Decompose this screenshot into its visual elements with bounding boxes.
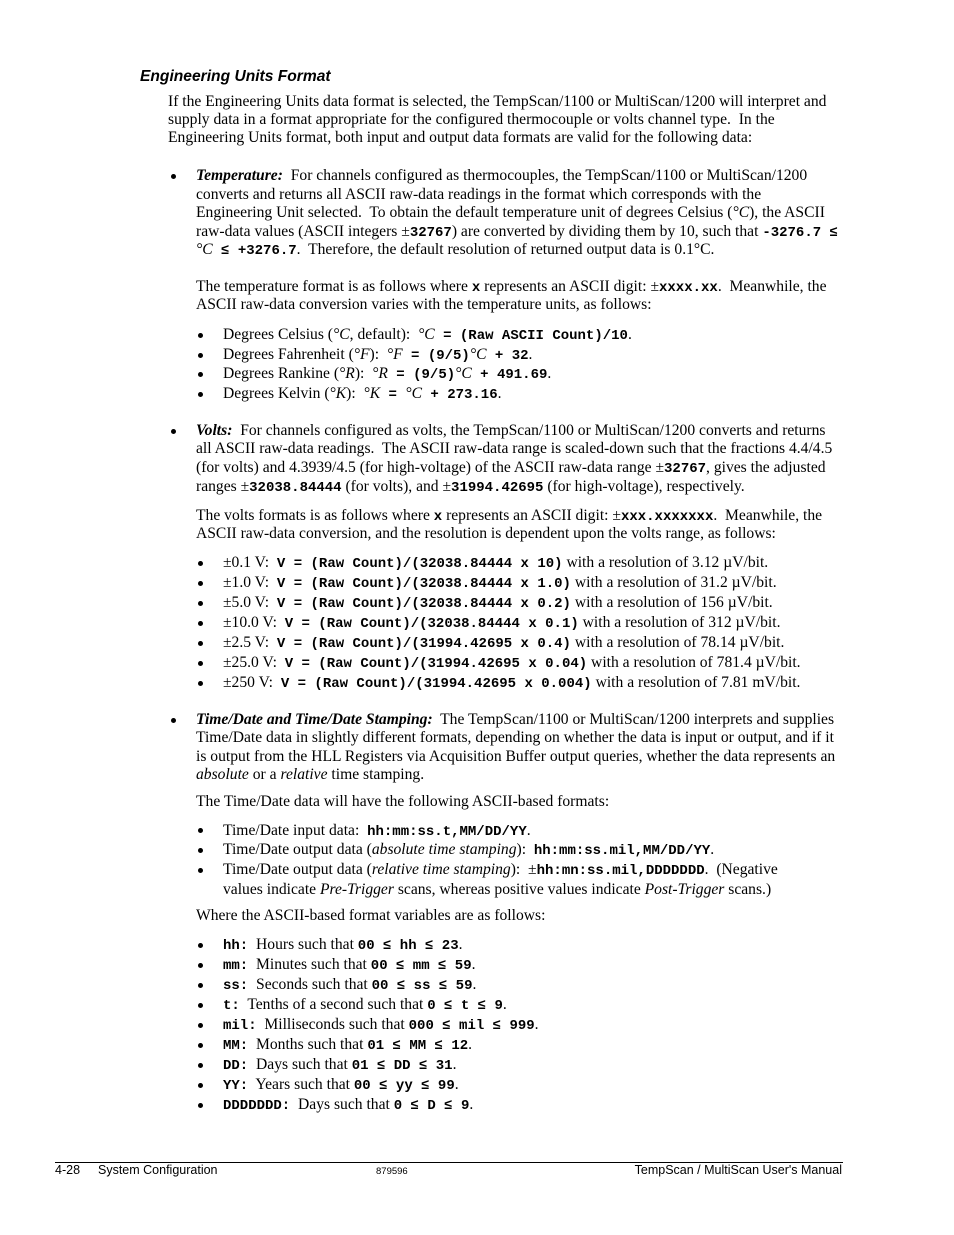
list-item bbox=[223, 1015, 539, 1035]
footer-page-number: 4-28 bbox=[55, 1163, 81, 1177]
bullet-icon bbox=[198, 641, 203, 646]
text-run: For channels configured as volts, the TempScan/1100 or MultiScan/1200 converts and returns bbox=[232, 421, 826, 439]
text-run: . bbox=[472, 976, 477, 993]
list-item bbox=[223, 860, 778, 899]
text-run: ±2.5 V: bbox=[223, 634, 277, 651]
bullet-icon bbox=[198, 333, 203, 338]
code-text: = (9/5) bbox=[387, 367, 456, 384]
code-text: V = (Raw Count)/(31994.42695 x 0.04) bbox=[284, 656, 588, 672]
text-run: ranges ± bbox=[196, 477, 250, 495]
code-text: 01 ≤ MM ≤ 12 bbox=[367, 1038, 469, 1054]
text-run: Time/Date output data ( bbox=[223, 860, 372, 878]
text-run: or a bbox=[248, 765, 281, 783]
italic-text: °K bbox=[329, 385, 347, 403]
text-line bbox=[196, 907, 545, 925]
text-run: ): ± bbox=[510, 860, 537, 878]
list-item bbox=[223, 325, 632, 345]
text-run: Time/Date output data ( bbox=[223, 841, 372, 859]
text-line bbox=[196, 296, 827, 314]
list-item bbox=[223, 653, 801, 673]
bullet-icon bbox=[198, 1023, 203, 1028]
text-run: . bbox=[534, 1016, 539, 1033]
text-line bbox=[223, 384, 632, 404]
bullet-icon bbox=[198, 581, 203, 586]
temperature-item bbox=[196, 167, 838, 260]
time-date-formats-intro bbox=[196, 793, 609, 811]
text-run: ±250 V: bbox=[223, 674, 281, 691]
text-run: with a resolution of 3.12 µV/bit. bbox=[562, 554, 769, 571]
temperature-format-note bbox=[196, 278, 827, 314]
text-run: Time/Date data in slightly different formats, depending on whether the data is input or output, and if it bbox=[196, 729, 834, 747]
text-run: . Meanwhile, the bbox=[713, 507, 823, 524]
text-run: ±0.1 V: bbox=[223, 554, 277, 571]
code-text: = bbox=[380, 387, 406, 404]
code-text: DDDDDDD: bbox=[223, 1098, 291, 1114]
code-text: 00 ≤ ss ≤ 59 bbox=[371, 978, 473, 994]
bullet-icon bbox=[198, 601, 203, 606]
bullet-icon bbox=[198, 1063, 203, 1068]
code-text: = (Raw ASCII Count)/10 bbox=[434, 328, 628, 344]
code-text: xxxx.xx bbox=[659, 280, 718, 296]
bold-italic-label: Time/Date and Time/Date Stamping: bbox=[196, 711, 433, 728]
list-item bbox=[223, 1035, 539, 1055]
footer-doc-number: 879596 bbox=[376, 1166, 408, 1177]
list-item bbox=[223, 633, 801, 653]
code-text: 00 ≤ hh ≤ 23 bbox=[357, 938, 459, 954]
text-run: . bbox=[468, 1036, 473, 1053]
list-item bbox=[223, 995, 539, 1015]
code-text: mm: bbox=[223, 958, 249, 974]
text-run: values indicate bbox=[223, 880, 320, 898]
temperature-conversion-list bbox=[223, 325, 632, 404]
text-run: supply data in a format appropriate for the configured thermocouple or volts channel type. In the bbox=[168, 111, 775, 128]
text-run: . bbox=[627, 326, 632, 343]
text-line bbox=[223, 995, 539, 1015]
text-run: Degrees Fahrenheit ( bbox=[223, 345, 354, 363]
text-line bbox=[196, 167, 838, 186]
text-line bbox=[223, 840, 778, 860]
text-run: . bbox=[497, 385, 502, 403]
code-text: 31994.42695 bbox=[451, 479, 544, 496]
bullet-icon bbox=[198, 1103, 203, 1108]
text-line bbox=[223, 593, 801, 613]
bullet-icon bbox=[198, 943, 203, 948]
bullet-icon bbox=[171, 174, 176, 179]
list-item bbox=[223, 975, 539, 995]
italic-text: relative time stamping bbox=[371, 860, 511, 878]
volts-format-note bbox=[196, 507, 822, 543]
list-item bbox=[223, 1075, 539, 1095]
bullet-icon bbox=[198, 848, 203, 853]
text-run: For channels configured as thermocouples, the TempScan/1100 or MultiScan/1200 bbox=[282, 167, 808, 184]
text-line bbox=[223, 364, 632, 384]
list-item bbox=[223, 673, 801, 693]
bullet-icon bbox=[171, 429, 176, 434]
text-line bbox=[196, 186, 838, 205]
text-run: , default): bbox=[349, 326, 419, 343]
text-run: The TempScan/1100 or MultiScan/1200 interprets and supplies bbox=[432, 711, 835, 728]
text-run: with a resolution of 312 µV/bit. bbox=[578, 614, 781, 631]
text-run: Years such that bbox=[248, 1076, 354, 1093]
code-text: 000 ≤ mil ≤ 999 bbox=[408, 1018, 535, 1034]
italic-text: Post-Trigger bbox=[644, 880, 725, 898]
code-text: 32038.84444 bbox=[249, 479, 342, 496]
text-run: Degrees Celsius ( bbox=[223, 326, 333, 343]
text-run: Months such that bbox=[248, 1036, 368, 1053]
code-text: -3276.7 ≤ bbox=[762, 224, 838, 241]
text-run: ) are converted by dividing them by 10, such that bbox=[451, 222, 763, 240]
text-run: Days such that bbox=[290, 1096, 394, 1113]
text-run: represents an ASCII digit: ± bbox=[480, 278, 659, 295]
list-item bbox=[223, 384, 632, 404]
text-run: Degrees Kelvin ( bbox=[223, 385, 330, 403]
italic-text: °C bbox=[455, 365, 472, 383]
volts-item bbox=[196, 422, 832, 497]
text-run: If the Engineering Units data format is selected, the TempScan/1100 or MultiScan/1200 will interpret and bbox=[168, 93, 827, 110]
bullet-icon bbox=[198, 1043, 203, 1048]
time-date-format-list bbox=[223, 821, 778, 900]
text-line bbox=[223, 821, 778, 841]
text-run: . Meanwhile, the bbox=[717, 278, 827, 295]
text-line bbox=[196, 478, 832, 497]
text-run: Engineering Unit selected. To obtain the default temperature unit of degrees Celsius ( bbox=[196, 204, 733, 221]
italic-text: absolute time stamping bbox=[371, 841, 517, 859]
list-item bbox=[223, 364, 632, 384]
bullet-icon bbox=[198, 868, 203, 873]
italic-text: °C bbox=[405, 385, 422, 403]
text-line bbox=[223, 975, 539, 995]
code-text: V = (Raw Count)/(32038.84444 x 0.2) bbox=[276, 596, 571, 612]
code-text: 0 ≤ D ≤ 9 bbox=[393, 1098, 470, 1114]
text-run: . (Negative bbox=[704, 860, 778, 878]
text-run: Seconds such that bbox=[248, 976, 372, 993]
text-run: . bbox=[710, 841, 715, 859]
bullet-icon bbox=[198, 392, 203, 397]
text-line bbox=[196, 241, 838, 260]
list-item bbox=[223, 1055, 539, 1075]
list-item bbox=[223, 821, 778, 841]
text-run: Tenths of a second such that bbox=[239, 996, 428, 1013]
text-run: The volts formats is as follows where bbox=[196, 507, 434, 524]
bullet-icon bbox=[198, 372, 203, 377]
text-line bbox=[223, 1075, 539, 1095]
text-run: Minutes such that bbox=[248, 956, 371, 973]
text-run: ASCII raw-data conversion, and the resolution is dependent upon the volts range, as follows: bbox=[196, 525, 776, 542]
footer-section: System Configuration bbox=[98, 1163, 218, 1177]
code-text: + 273.16 bbox=[421, 387, 498, 404]
text-line bbox=[196, 748, 835, 766]
bullet-icon bbox=[198, 983, 203, 988]
text-run: with a resolution of 7.81 mV/bit. bbox=[591, 674, 801, 691]
text-line bbox=[168, 129, 826, 147]
code-text: V = (Raw Count)/(31994.42695 x 0.4) bbox=[276, 636, 571, 652]
text-run: Where the ASCII-based format variables are as follows: bbox=[196, 907, 546, 924]
text-run: The temperature format is as follows where bbox=[196, 278, 472, 295]
text-run: The Time/Date data will have the following ASCII-based formats: bbox=[196, 793, 610, 810]
text-line bbox=[223, 613, 801, 633]
text-line bbox=[223, 935, 539, 955]
code-text: ≤ +3276.7 bbox=[212, 243, 297, 259]
list-item bbox=[223, 345, 632, 365]
text-line bbox=[223, 633, 801, 653]
text-run: time stamping. bbox=[327, 765, 425, 783]
text-run: Time/Date input data: bbox=[223, 821, 368, 839]
text-line bbox=[223, 955, 539, 975]
text-run: ±1.0 V: bbox=[223, 574, 277, 591]
code-text: hh: bbox=[223, 938, 249, 954]
text-run: . bbox=[528, 345, 533, 363]
italic-text: °C bbox=[196, 241, 213, 258]
text-run: . bbox=[502, 996, 507, 1013]
text-line bbox=[223, 1015, 539, 1035]
text-run: ): bbox=[354, 365, 373, 383]
list-item bbox=[223, 573, 801, 593]
bold-italic-label: Volts: bbox=[196, 421, 233, 439]
code-text: hh:mm:ss.t,MM/DD/YY bbox=[367, 823, 527, 840]
intro-paragraph bbox=[168, 93, 826, 147]
text-line bbox=[196, 278, 827, 296]
text-run: . bbox=[458, 936, 463, 953]
bullet-icon bbox=[198, 621, 203, 626]
code-text: = (9/5) bbox=[402, 347, 470, 364]
code-text: V = (Raw Count)/(32038.84444 x 10) bbox=[276, 556, 563, 572]
bullet-icon bbox=[198, 353, 203, 358]
time-date-item bbox=[196, 711, 835, 784]
list-item bbox=[223, 840, 778, 860]
text-run: ±5.0 V: bbox=[223, 594, 277, 611]
code-text: x bbox=[471, 280, 481, 296]
bullet-icon bbox=[198, 963, 203, 968]
text-run: with a resolution of 31.2 µV/bit. bbox=[570, 574, 777, 591]
text-run: all ASCII raw-data readings. The ASCII raw-data range is scaled-down such that the fractions 4.4/4.5 bbox=[196, 440, 833, 458]
bullet-icon bbox=[198, 561, 203, 566]
text-run: Engineering Units format, both input and output data formats are valid for the following data: bbox=[168, 129, 753, 146]
italic-text: °F bbox=[353, 345, 370, 363]
text-run: ), the ASCII bbox=[749, 204, 825, 221]
text-line bbox=[223, 1035, 539, 1055]
text-run: (for volts) and 4.3939/4.5 (for high-voltage) of the ASCII raw-data range ± bbox=[196, 459, 665, 477]
text-line bbox=[223, 653, 801, 673]
text-line bbox=[196, 204, 838, 223]
code-text: 32767 bbox=[409, 224, 452, 241]
bullet-icon bbox=[171, 718, 176, 723]
text-run: . bbox=[454, 1076, 459, 1093]
code-text: + 491.69 bbox=[471, 367, 548, 384]
code-text: V = (Raw Count)/(31994.42695 x 0.004) bbox=[280, 676, 592, 692]
list-item bbox=[223, 955, 539, 975]
text-run: ±25.0 V: bbox=[223, 654, 285, 671]
list-item bbox=[223, 553, 801, 573]
format-variable-list bbox=[223, 935, 539, 1115]
text-run: converts and returns all ASCII raw-data readings in the format which corresponds with the bbox=[196, 185, 762, 203]
list-item bbox=[223, 593, 801, 613]
italic-text: °C bbox=[418, 326, 435, 343]
text-line bbox=[196, 729, 835, 747]
text-line bbox=[196, 525, 822, 543]
code-text: V = (Raw Count)/(32038.84444 x 1.0) bbox=[276, 576, 571, 592]
text-run: ±10.0 V: bbox=[223, 614, 285, 631]
code-text: YY: bbox=[223, 1078, 249, 1094]
text-line bbox=[196, 223, 838, 242]
text-line bbox=[196, 459, 832, 478]
text-run: . bbox=[526, 821, 531, 839]
text-run: (for volts), and ± bbox=[341, 477, 452, 495]
text-run: Hours such that bbox=[248, 936, 358, 953]
list-item bbox=[223, 1095, 539, 1115]
italic-text: °K bbox=[363, 385, 381, 403]
text-run: represents an ASCII digit: ± bbox=[442, 507, 621, 524]
volts-range-list bbox=[223, 553, 801, 693]
text-run: Days such that bbox=[248, 1056, 352, 1073]
text-line bbox=[196, 440, 832, 459]
bullet-icon bbox=[198, 1003, 203, 1008]
code-text: MM: bbox=[223, 1038, 249, 1054]
text-run: (for high-voltage), respectively. bbox=[543, 477, 745, 495]
text-line bbox=[196, 793, 609, 811]
text-line bbox=[223, 1095, 539, 1115]
italic-text: °F bbox=[386, 345, 403, 363]
bullet-icon bbox=[198, 1083, 203, 1088]
text-run: with a resolution of 78.14 µV/bit. bbox=[570, 634, 785, 651]
text-line bbox=[223, 325, 632, 345]
code-text: 00 ≤ mm ≤ 59 bbox=[370, 958, 472, 974]
section-heading: Engineering Units Format bbox=[140, 68, 331, 85]
text-run: ): bbox=[346, 385, 364, 403]
italic-text: absolute bbox=[196, 765, 249, 783]
text-run: Degrees Rankine ( bbox=[223, 365, 340, 383]
text-run: with a resolution of 781.4 µV/bit. bbox=[587, 654, 801, 671]
text-line bbox=[196, 422, 832, 441]
code-text: 00 ≤ yy ≤ 99 bbox=[353, 1078, 455, 1094]
text-line bbox=[223, 880, 778, 900]
text-line bbox=[223, 860, 778, 880]
text-run: . bbox=[469, 1096, 474, 1113]
text-run: with a resolution of 156 µV/bit. bbox=[570, 594, 773, 611]
code-text: t: bbox=[223, 998, 240, 1014]
text-line bbox=[223, 345, 632, 365]
code-text: mil: bbox=[223, 1018, 257, 1034]
text-run: is output from the HLL Registers via Acquisition Buffer output queries, whether the data represents an bbox=[196, 747, 836, 765]
text-run: scans.) bbox=[724, 880, 772, 898]
code-text: xxx.xxxxxxx bbox=[620, 509, 714, 525]
text-run: . Therefore, the default resolution of returned output data is 0.1°C. bbox=[296, 241, 715, 258]
italic-text: °R bbox=[372, 365, 388, 383]
italic-text: Pre-Trigger bbox=[320, 880, 394, 898]
text-line bbox=[223, 553, 801, 573]
text-line bbox=[223, 1055, 539, 1075]
text-line bbox=[168, 93, 826, 111]
text-line bbox=[223, 673, 801, 693]
code-text: hh:mn:ss.mil,DDDDDDD bbox=[536, 862, 705, 879]
code-text: 32767 bbox=[664, 461, 707, 478]
text-run: , gives the adjusted bbox=[706, 459, 826, 477]
variables-intro bbox=[196, 907, 545, 925]
text-run: Milliseconds such that bbox=[256, 1016, 409, 1033]
italic-text: °R bbox=[339, 365, 355, 383]
code-text: x bbox=[433, 509, 443, 525]
text-line bbox=[196, 507, 822, 525]
bold-italic-label: Temperature: bbox=[196, 167, 283, 184]
text-run: . bbox=[471, 956, 476, 973]
bullet-icon bbox=[198, 661, 203, 666]
text-run: ): bbox=[516, 841, 534, 859]
text-run: . bbox=[547, 365, 552, 383]
text-run: ASCII raw-data conversion varies with the temperature units, as follows: bbox=[196, 296, 652, 313]
text-run: scans, whereas positive values indicate bbox=[393, 880, 645, 898]
code-text: 01 ≤ DD ≤ 31 bbox=[351, 1058, 453, 1074]
list-item bbox=[223, 935, 539, 955]
text-run: ): bbox=[369, 345, 387, 363]
code-text: V = (Raw Count)/(32038.84444 x 0.1) bbox=[284, 616, 579, 632]
bullet-icon bbox=[198, 681, 203, 686]
text-line bbox=[196, 711, 835, 729]
bullet-icon bbox=[198, 828, 203, 833]
italic-text: °C bbox=[469, 345, 487, 363]
text-line bbox=[168, 111, 826, 129]
text-line bbox=[196, 766, 835, 784]
list-item bbox=[223, 613, 801, 633]
code-text: + 32 bbox=[486, 347, 529, 364]
text-run: . bbox=[452, 1056, 457, 1073]
footer-manual-title: TempScan / MultiScan User's Manual bbox=[634, 1163, 842, 1177]
italic-text: relative bbox=[280, 765, 328, 783]
text-line bbox=[223, 573, 801, 593]
italic-text: °C bbox=[333, 326, 350, 343]
code-text: 0 ≤ t ≤ 9 bbox=[427, 998, 503, 1014]
text-run: raw-data values (ASCII integers ± bbox=[196, 222, 410, 240]
code-text: hh:mm:ss.mil,MM/DD/YY bbox=[533, 843, 711, 860]
italic-text: °C bbox=[732, 204, 750, 221]
code-text: ss: bbox=[223, 978, 249, 994]
code-text: DD: bbox=[223, 1058, 249, 1074]
